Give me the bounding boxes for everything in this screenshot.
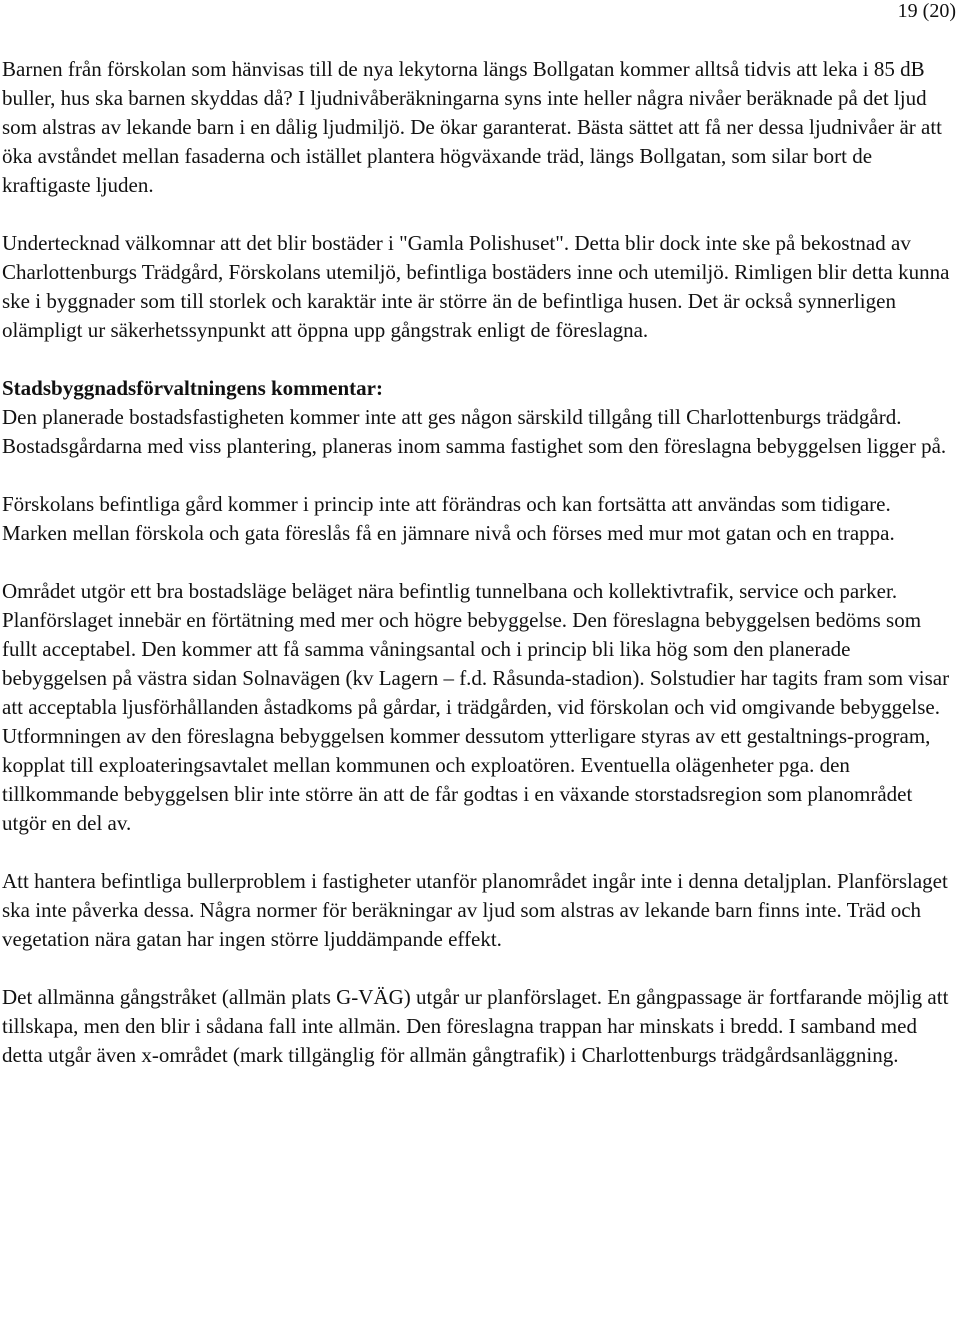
comment-paragraph-noise: Att hantera befintliga bullerproblem i fastigheter utanför planområdet ingår inte i denna detaljplan. Planförslaget ska inte påverka dessa. Några normer för beräkningar av ljud som alstras av lekande barn finns inte. Träd och vegetation nära gatan har ingen större ljuddämpande effekt. (2, 869, 948, 951)
document-body (2, 55, 952, 1099)
comment-paragraph-location: Området utgör ett bra bostadsläge beläget nära befintlig tunnelbana och kollektivtrafik, service och parker. Planförslaget innebär en förtätning med mer och högre bebyggelse. Den föreslagna bebyggelsen bedöms som fullt acceptabel. Den kommer att få samma våningsantal och i princip bli lika hög som den planerade bebyggelsen på västra sidan Solnavägen (kv Lagern – f.d. Råsunda-stadion). Solstudier har tagits fram som visar att acceptabla ljusförhållanden åstadkoms på gårdar, i trädgården, vid förskolan och vid omgivande bebyggelse. Utformningen av den föreslagna bebyggelsen kommer dessutom ytterligare styras av ett gestaltnings-program, kopplat till exploateringsavtalet mellan kommunen och exploatören. Eventuella olägenheter pga. den tillkommande bebyggelsen blir inte större än att de får godtas i en växande storstadsregion som planområdet utgör en del av. (2, 579, 950, 835)
comment-section (2, 374, 952, 461)
comment-paragraph-walkway: Det allmänna gångstråket (allmän plats G-VÄG) utgår ur planförslaget. En gångpassage är fortfarande möjlig att tillskapa, men den blir i sådana fall inte allmän. Den föreslagna trappan har minskats i bredd. I samband med detta utgår även x-området (mark tillgänglig för allmän gångtrafik) i Charlottenburgs trädgårdsanläggning. (2, 985, 949, 1067)
paragraph-noise-concerns: Barnen från förskolan som hänvisas till de nya lekytorna längs Bollgatan kommer alltså tidvis att leka i 85 dB buller, hus ska barnen skyddas då? I ljudnivåberäkningarna syns inte heller några nivåer beräknade på det ljud som alstras av lekande barn i en dålig ljudmiljö. De ökar garanterat. Bästa sättet att få ner dessa ljudnivåer är att öka avståndet mellan fasaderna och istället plantera högväxande träd, längs Bollgatan, som silar bort de kraftigaste ljuden. (2, 57, 942, 197)
comment-paragraph-courtyard: Den planerade bostadsfastigheten kommer inte att ges någon särskild tillgång till Charlottenburgs trädgård. Bostadsgårdarna med viss plantering, planeras inom samma fastighet som den föreslagna bebyggelsen ligger på. (2, 405, 947, 458)
comment-heading: Stadsbyggnadsförvaltningens kommentar: (2, 376, 383, 400)
page-number: 19 (20) (897, 0, 956, 22)
paragraph-undersigned-position: Undertecknad välkomnar att det blir bostäder i "Gamla Polishuset". Detta blir dock inte ske på bekostnad av Charlottenburgs Trädgård, Förskolans utemiljö, befintliga bostäders inne och utemiljö. Rimligen blir detta kunna ske i byggnader som till storlek och karaktär inte är större än de befintliga husen. Det är också synnerligen olämpligt ur säkerhetssynpunkt att öppna upp gångstrak enligt de föreslagna. (2, 231, 950, 342)
comment-paragraph-preschool: Förskolans befintliga gård kommer i princip inte att förändras och kan fortsätta att användas som tidigare. Marken mellan förskola och gata föreslås få en jämnare nivå och förses med mur mot gatan och en trappa. (2, 492, 895, 545)
